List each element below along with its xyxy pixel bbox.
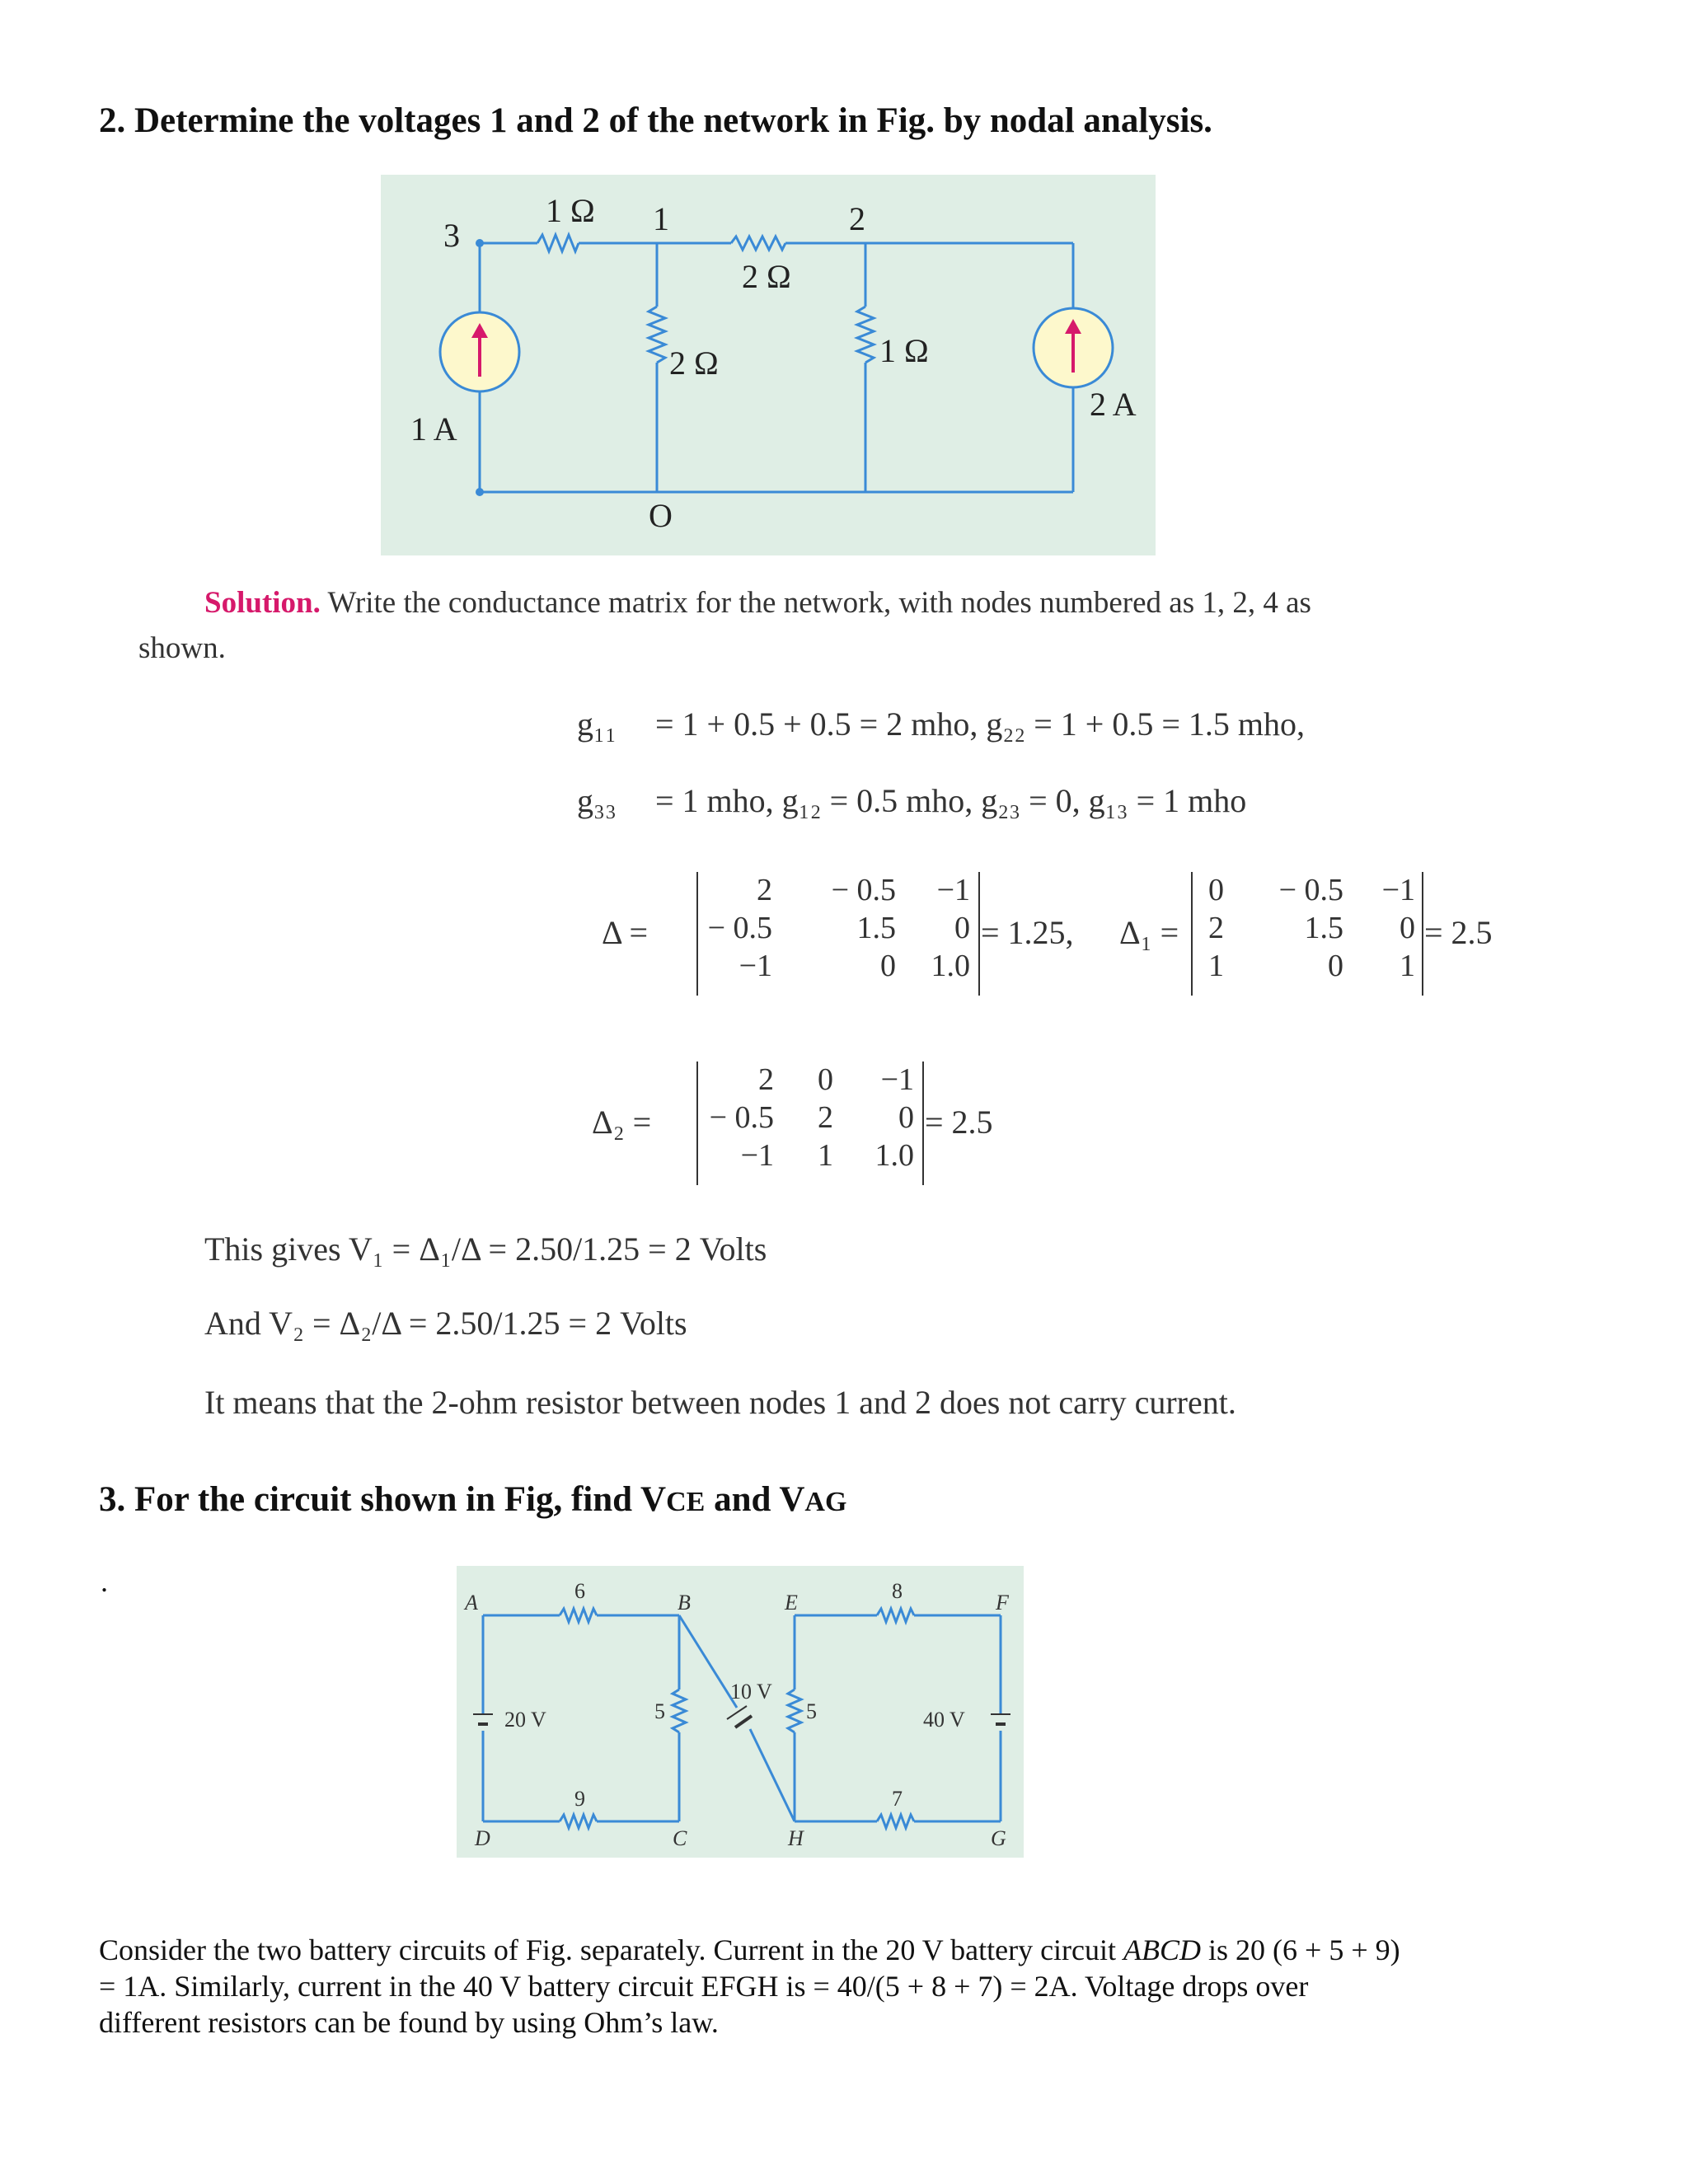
matrix-cell: 2 (1208, 911, 1224, 945)
matrix-cell: −1 (740, 1138, 774, 1173)
paragraph-line-3: different resistors can be found by using Ohm’s law. (99, 2006, 719, 2039)
eq-g11-lhs: g₁₁ (577, 705, 617, 743)
solution-label: Solution. (204, 586, 321, 620)
label-r31: 1 Ω (546, 192, 595, 229)
delta2-label: Δ₂ = (592, 1104, 652, 1141)
matrix-cell: 1 (818, 1138, 833, 1173)
para-text-1b: is 20 (6 + 5 + 9) (1201, 1933, 1400, 1966)
eq-g33-rhs: = 1 mho, g₁₂ = 0.5 mho, g₂₃ = 0, g₁₃ = 1 mho (655, 782, 1247, 819)
matrix-cell: 2 (818, 1100, 833, 1135)
matrix-cell: −1 (880, 1062, 914, 1097)
matrix-cell: 1.5 (856, 911, 896, 945)
matrix-cell: −1 (1381, 873, 1415, 907)
matrix-cell: − 0.5 (709, 1100, 774, 1135)
result-v2: And V₂ = Δ₂/Δ = 2.50/1.25 = 2 Volts (204, 1305, 687, 1342)
label-r-dc: 9 (574, 1787, 585, 1811)
paragraph-line-1 (99, 1932, 1400, 1968)
solution-line-2: shown. (138, 631, 226, 665)
result-v1: This gives V₁ = Δ₁/Δ = 2.50/1.25 = 2 Volts (204, 1230, 767, 1268)
label-r-hg: 7 (892, 1787, 903, 1811)
delta1-matrix (1191, 872, 1423, 996)
paragraph-line-2: = 1A. Similarly, current in the 40 V battery circuit EFGH is = 40/(5 + 8 + 7) = 2A. Voltage drops over (99, 1970, 1309, 2003)
label-v10: 10 V (730, 1680, 772, 1704)
q3-heading-mid: and V (705, 1480, 805, 1519)
label-F: F (996, 1591, 1009, 1615)
matrix-cell: 2 (757, 873, 772, 907)
circuit-figure-1 (381, 175, 1156, 555)
label-r10: 2 Ω (669, 344, 719, 382)
matrix-cell: 1 (1208, 949, 1224, 983)
matrix-cell: 0 (880, 949, 896, 983)
matrix-cell: 2 (758, 1062, 774, 1097)
label-r12: 2 Ω (742, 258, 791, 295)
label-G: G (991, 1826, 1006, 1850)
matrix-cell: 0 (954, 911, 970, 945)
q3-heading-ce: CE (666, 1487, 706, 1517)
matrix-cell: 0 (898, 1100, 914, 1135)
eq-g11-rhs: = 1 + 0.5 + 0.5 = 2 mho, g₂₂ = 1 + 0.5 = 1.5 mho, (655, 705, 1306, 743)
label-source-2a: 2 A (1090, 386, 1137, 423)
stray-dot: . (101, 1565, 108, 1598)
question-3-heading (99, 1479, 846, 1520)
label-D: D (475, 1826, 490, 1850)
label-r-ef: 8 (892, 1579, 903, 1603)
delta-matrix (696, 872, 980, 996)
label-v40: 40 V (923, 1708, 965, 1732)
label-r-bc: 5 (654, 1699, 665, 1723)
matrix-cell: − 0.5 (1278, 873, 1343, 907)
matrix-cell: 1.0 (874, 1138, 914, 1173)
label-H: H (788, 1826, 804, 1850)
label-A: A (465, 1591, 478, 1615)
matrix-cell: 1.5 (1304, 911, 1343, 945)
label-C: C (673, 1826, 687, 1850)
eq-g33-lhs: g₃₃ (577, 782, 617, 819)
delta2-matrix (696, 1062, 924, 1185)
label-node-3: 3 (443, 217, 460, 254)
label-node-2: 2 (849, 200, 865, 237)
label-node-0: O (649, 497, 673, 534)
matrix-cell: 0 (1328, 949, 1343, 983)
label-r-eh: 5 (806, 1699, 817, 1723)
result-conclusion: It means that the 2-ohm resistor between nodes 1 and 2 does not carry current. (204, 1384, 1236, 1421)
q3-heading-ag: AG (804, 1487, 847, 1517)
circuit-diagram-1 (381, 175, 1156, 555)
matrix-cell: −1 (936, 873, 970, 907)
label-v20: 20 V (504, 1708, 546, 1732)
matrix-cell: − 0.5 (707, 911, 772, 945)
matrix-cell: 0 (1400, 911, 1415, 945)
delta1-label: Δ₁ = (1119, 914, 1179, 951)
label-source-1a: 1 A (410, 410, 457, 448)
label-node-1: 1 (653, 200, 669, 237)
label-r-ab: 6 (574, 1579, 585, 1603)
label-r20: 1 Ω (879, 332, 929, 369)
delta-label: Δ = (602, 914, 649, 951)
q3-heading-pre: 3. For the circuit shown in Fig, find V (99, 1480, 667, 1519)
delta-result: = 1.25, (981, 914, 1074, 951)
solution-text: Write the conductance matrix for the network, with nodes numbered as 1, 2, 4 as (327, 586, 1311, 620)
solution-line-1 (204, 585, 1311, 621)
matrix-cell: − 0.5 (831, 873, 896, 907)
para-text-1-italic: ABCD (1123, 1933, 1202, 1966)
matrix-cell: −1 (738, 949, 772, 983)
delta2-result: = 2.5 (925, 1104, 993, 1141)
circuit-figure-2 (457, 1566, 1024, 1858)
question-2-heading: 2. Determine the voltages 1 and 2 of the network in Fig. by nodal analysis. (99, 101, 1212, 140)
matrix-cell: 0 (1208, 873, 1224, 907)
para-text-1a: Consider the two battery circuits of Fig. separately. Current in the 20 V battery circuit (99, 1933, 1124, 1966)
matrix-cell: 0 (818, 1062, 833, 1097)
matrix-cell: 1 (1400, 949, 1415, 983)
label-B: B (678, 1591, 691, 1615)
label-E: E (785, 1591, 798, 1615)
delta1-result: = 2.5 (1424, 914, 1493, 951)
matrix-cell: 1.0 (931, 949, 970, 983)
